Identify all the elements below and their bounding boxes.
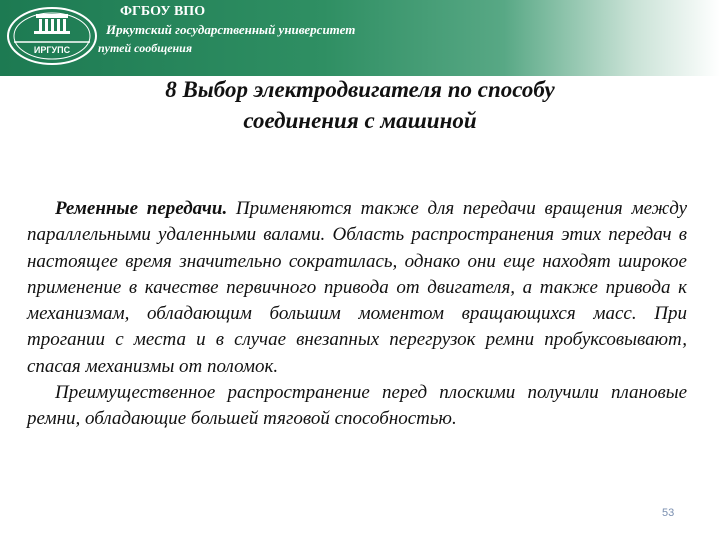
paragraph-1-lead: Ременные передачи. xyxy=(55,198,228,219)
page-number: 53 xyxy=(662,507,675,519)
logo-text: ИРГУПС xyxy=(33,45,71,55)
org-line-2: Иркутский государственный университет xyxy=(106,22,356,37)
paragraph-1-text: Применяются также для передачи вращения между параллельными удаленными валами. Область распространения этих передач в настоящее время значительно сократилась, однако они еще находят широкое применение в качестве первичного привода от двигателя, а также привода к механизмам, обладающим большим моментом вращающихся масс. При трогании с места и в случае внезапных перегрузок ремни пробуксовывают, спасая механизмы от поломок. xyxy=(27,198,687,377)
org-line-1: ФГБОУ ВПО xyxy=(120,4,206,19)
university-logo-icon xyxy=(4,2,100,70)
org-line-3: путей сообщения xyxy=(98,41,193,55)
paragraph-2: Преимущественное распространение перед плоскими получили плановые ремни, обладающие большей тяговой способностью. xyxy=(27,382,687,430)
header-band xyxy=(0,0,720,76)
slide-body xyxy=(27,196,687,433)
slide-title xyxy=(60,74,660,136)
slide-title-line-1: 8 Выбор электродвигателя по способу xyxy=(165,77,555,102)
paragraph-1 xyxy=(27,196,687,380)
slide-title-line-2: соединения с машиной xyxy=(243,108,477,133)
